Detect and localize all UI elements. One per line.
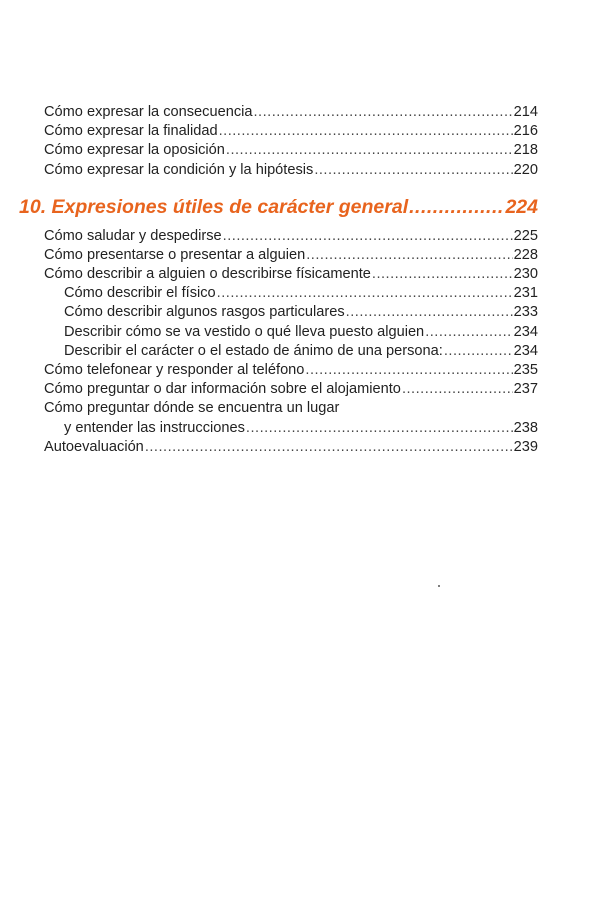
- toc-entry[interactable]: [44, 399, 538, 418]
- dot-leader: [402, 380, 513, 399]
- toc-entry-label: Describir cómo se va vestido o qué lleva puesto alguien: [64, 323, 425, 340]
- dot-leader: [314, 161, 512, 180]
- toc-entry-label: Cómo expresar la consecuencia: [44, 103, 253, 120]
- toc-subentry[interactable]: [44, 323, 538, 342]
- table-of-contents: [19, 103, 538, 457]
- toc-entry-label: Cómo expresar la oposición: [44, 142, 225, 159]
- dot-leader: [346, 303, 513, 322]
- toc-entry-page: 216: [513, 123, 538, 140]
- chapter-page: 224: [505, 195, 538, 218]
- toc-entry-label: Autoevaluación: [44, 438, 144, 455]
- dot-leader: [306, 246, 512, 265]
- toc-entry-page: 218: [513, 142, 538, 159]
- dot-leader: [246, 419, 513, 438]
- toc-entry-label: Cómo presentarse o presentar a alguien: [44, 246, 306, 263]
- toc-entry-label: Cómo preguntar dónde se encuentra un lugar: [44, 400, 340, 417]
- toc-subentry[interactable]: [44, 304, 538, 323]
- scan-speck: [438, 585, 440, 587]
- toc-entry-label: Cómo describir a alguien o describirse físicamente: [44, 266, 371, 283]
- toc-entry-page: 234: [513, 323, 538, 340]
- toc-entry-label: Cómo saludar y despedirse: [44, 227, 222, 244]
- toc-subentry[interactable]: [44, 342, 538, 361]
- toc-entry-label: y entender las instrucciones: [64, 419, 245, 436]
- toc-entry-page: 230: [513, 266, 538, 283]
- toc-entry-page: 220: [513, 161, 538, 178]
- dot-leader: [217, 284, 513, 303]
- dot-leader: [425, 323, 512, 342]
- dot-leader: [305, 361, 512, 380]
- dot-leader: [219, 122, 513, 141]
- dot-leader: [145, 438, 513, 457]
- toc-entry[interactable]: [44, 361, 538, 380]
- toc-entry-page: 237: [513, 381, 538, 398]
- toc-entry-page: 235: [513, 362, 538, 379]
- toc-entry-page: 228: [513, 246, 538, 263]
- toc-entry[interactable]: [44, 103, 538, 122]
- toc-entry-continuation[interactable]: [44, 419, 538, 438]
- toc-entry-label: Cómo expresar la finalidad: [44, 123, 218, 140]
- dot-leader: [223, 227, 513, 246]
- dot-leader: [226, 141, 513, 160]
- toc-entry-page: 238: [513, 419, 538, 436]
- dot-leader: [372, 265, 513, 284]
- toc-entry[interactable]: [44, 161, 538, 180]
- dot-leader: [253, 103, 512, 122]
- toc-entry-label: Cómo telefonear y responder al teléfono: [44, 362, 305, 379]
- toc-entry-page: 234: [513, 342, 538, 359]
- toc-entry[interactable]: [44, 141, 538, 160]
- dot-leader: [409, 194, 504, 220]
- toc-entry-label: Cómo expresar la condición y la hipótesis: [44, 161, 314, 178]
- toc-entry-label: Cómo describir algunos rasgos particulares: [64, 304, 345, 321]
- chapter-title: 10. Expresiones útiles de carácter general: [19, 195, 409, 218]
- chapter-heading[interactable]: [19, 194, 538, 220]
- toc-entry[interactable]: [44, 380, 538, 399]
- toc-entry-page: 231: [513, 285, 538, 302]
- toc-entry[interactable]: [44, 227, 538, 246]
- toc-subentry[interactable]: [44, 284, 538, 303]
- toc-entry[interactable]: [44, 246, 538, 265]
- toc-entry-page: 239: [513, 438, 538, 455]
- dot-leader: [444, 342, 513, 361]
- toc-entry-page: 214: [513, 103, 538, 120]
- toc-entry-label: Cómo describir el físico: [64, 285, 216, 302]
- toc-entry-label: Cómo preguntar o dar información sobre el alojamiento: [44, 381, 401, 398]
- toc-entry[interactable]: [44, 122, 538, 141]
- toc-entry[interactable]: [44, 438, 538, 457]
- toc-entry-page: 225: [513, 227, 538, 244]
- toc-entry[interactable]: [44, 265, 538, 284]
- toc-entry-label: Describir el carácter o el estado de ánimo de una persona:: [64, 342, 443, 359]
- toc-entry-page: 233: [513, 304, 538, 321]
